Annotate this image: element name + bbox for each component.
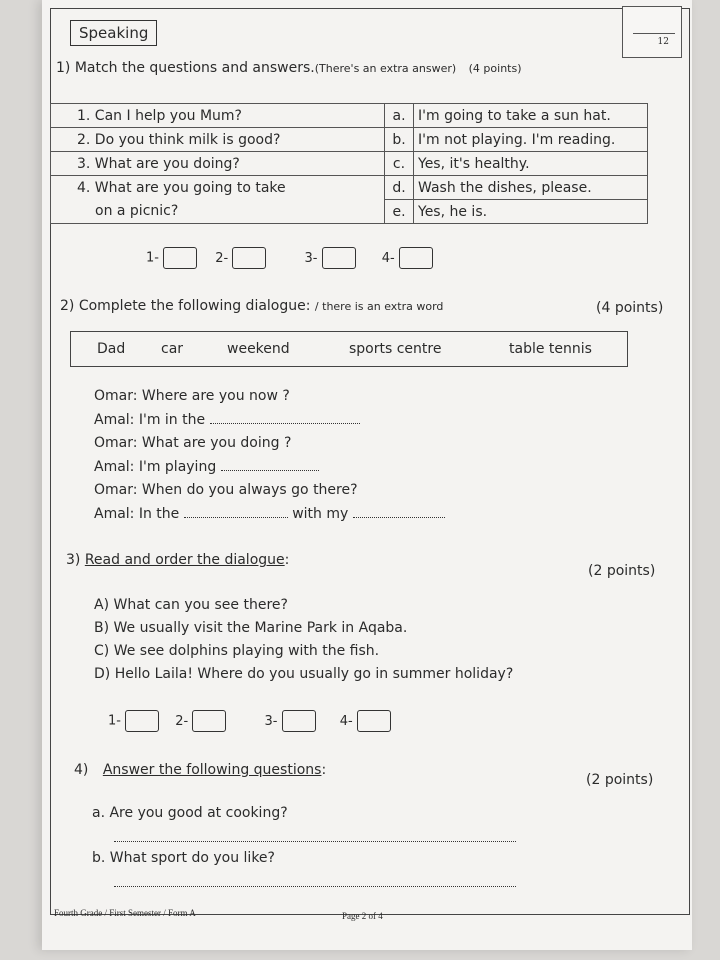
table-row — [51, 200, 648, 224]
answer-text: Yes, it's healthy. — [414, 152, 648, 176]
slot-label: 2- — [175, 713, 189, 729]
question-b: b. What sport do you like? — [92, 850, 275, 866]
answer-line-b[interactable] — [114, 886, 516, 887]
dialogue-line: Omar: What are you doing ? — [94, 435, 292, 451]
list-item: B) We usually visit the Marine Park in Aqaba. — [94, 620, 408, 636]
slot-label: 1- — [108, 713, 121, 729]
answer-text: Wash the dishes, please. — [414, 176, 648, 200]
q2-note: / there is an extra word — [314, 300, 444, 313]
answer-box[interactable] — [282, 710, 316, 732]
footer-course: Fourth Grade / First Semester / Form A — [54, 908, 196, 918]
slot-label: 4- — [339, 713, 353, 729]
q4-colon: : — [321, 762, 327, 778]
table-row — [51, 152, 648, 176]
blank-field[interactable] — [353, 507, 445, 518]
word-bank-item: weekend — [227, 341, 290, 357]
answer-box[interactable] — [192, 710, 226, 732]
dialogue-text: Amal: I'm in the — [94, 411, 206, 428]
question-cell: 2. Do you think milk is good? — [51, 128, 385, 152]
slot-label: 3- — [304, 250, 318, 266]
dialogue-text: Amal: I'm playing — [94, 458, 217, 475]
answer-box[interactable] — [125, 710, 159, 732]
q1-answer-row — [146, 247, 433, 269]
answer-letter: a. — [385, 104, 414, 128]
footer-page-number: Page 2 of 4 — [342, 911, 383, 921]
word-bank-item: car — [161, 341, 184, 357]
score-total: 12 — [657, 37, 669, 47]
q3-colon: : — [284, 552, 290, 568]
table-row — [51, 176, 648, 200]
q4-title: Answer the following questions — [102, 762, 322, 778]
slot-label: 2- — [215, 250, 229, 266]
answer-text: I'm going to take a sun hat. — [414, 104, 648, 128]
answer-letter: c. — [385, 152, 414, 176]
slot-label: 3- — [264, 713, 278, 729]
dialogue — [94, 385, 445, 526]
dialogue-line — [94, 456, 445, 480]
answer-box[interactable] — [322, 247, 356, 269]
word-bank-item: Dad — [97, 341, 126, 357]
question-cell: 3. What are you doing? — [51, 152, 385, 176]
table-row — [51, 128, 648, 152]
blank-field[interactable] — [210, 413, 360, 424]
question-a: a. Are you good at cooking? — [92, 805, 288, 821]
q3-heading — [66, 552, 289, 568]
section-label: Speaking — [70, 20, 157, 46]
q3-number: 3) — [66, 552, 81, 568]
answer-letter: b. — [385, 128, 414, 152]
answer-letter: e. — [385, 200, 414, 224]
word-bank — [70, 331, 628, 367]
answer-text: I'm not playing. I'm reading. — [414, 128, 648, 152]
answer-letter: d. — [385, 176, 414, 200]
answer-box[interactable] — [163, 247, 197, 269]
answer-text: Yes, he is. — [414, 200, 648, 224]
answer-box[interactable] — [357, 710, 391, 732]
q1-note: (There's an extra answer) — [314, 62, 457, 75]
q1-title: 1) Match the questions and answers. — [56, 60, 315, 76]
slot-label: 4- — [381, 250, 395, 266]
answer-box[interactable] — [399, 247, 433, 269]
dialogue-text: Amal: In the — [94, 505, 180, 522]
answer-box[interactable] — [232, 247, 266, 269]
q2-points: (4 points) — [596, 300, 664, 316]
dialogue-line — [94, 409, 445, 433]
q1-points: (4 points) — [468, 62, 522, 75]
q4-number: 4) — [74, 762, 89, 778]
word-bank-item: table tennis — [509, 341, 592, 357]
q3-points: (2 points) — [588, 563, 656, 579]
table-row — [51, 104, 648, 128]
q4-points: (2 points) — [586, 772, 654, 788]
blank-field[interactable] — [221, 460, 319, 471]
list-item: D) Hello Laila! Where do you usually go in summer holiday? — [94, 666, 514, 682]
q4-heading — [74, 762, 326, 778]
q2-title: 2) Complete the following dialogue: — [60, 298, 311, 314]
list-item: C) We see dolphins playing with the fish. — [94, 643, 380, 659]
blank-field[interactable] — [184, 507, 288, 518]
q3-title: Read and order the dialogue — [84, 552, 285, 568]
dialogue-line: Omar: When do you always go there? — [94, 482, 358, 498]
dialogue-line: Omar: Where are you now ? — [94, 388, 290, 404]
score-box[interactable] — [622, 6, 682, 58]
q2-heading — [60, 298, 443, 314]
slot-label: 1- — [146, 250, 159, 266]
list-item: A) What can you see there? — [94, 597, 288, 613]
worksheet-page — [42, 0, 692, 950]
q3-answer-row — [108, 710, 391, 732]
matching-table — [50, 103, 648, 224]
word-bank-item: sports centre — [349, 341, 442, 357]
order-list — [94, 594, 513, 686]
dialogue-line — [94, 503, 445, 527]
answer-line-a[interactable] — [114, 841, 516, 842]
question-cell: 4. What are you going to take — [51, 176, 385, 200]
question-cell: on a picnic? — [51, 200, 385, 224]
score-line — [633, 33, 675, 34]
dialogue-text: with my — [292, 505, 349, 522]
q1-heading — [56, 60, 522, 76]
question-cell: 1. Can I help you Mum? — [51, 104, 385, 128]
